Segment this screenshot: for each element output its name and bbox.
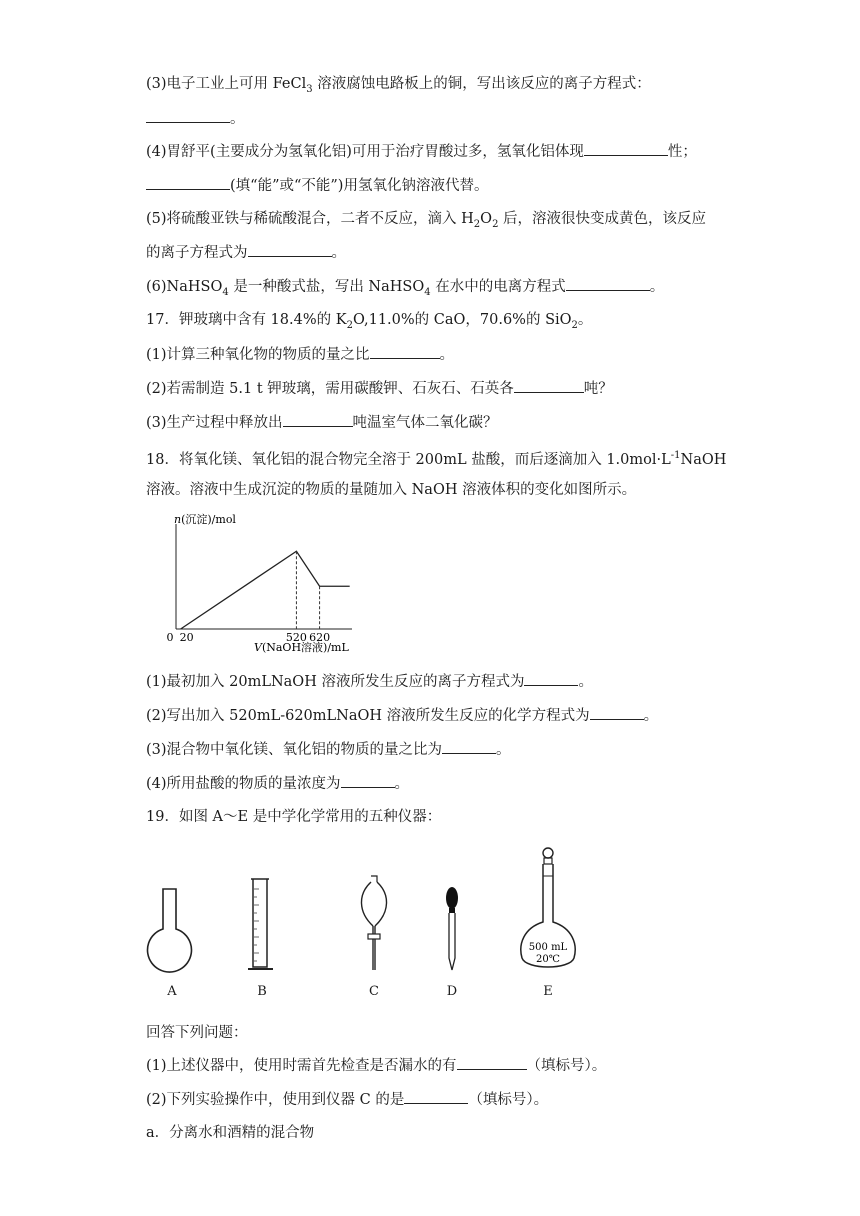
q16-part5 (146, 209, 706, 235)
answer-blank[interactable] (514, 378, 584, 393)
q16-p6-text: (6)NaHSO (146, 279, 223, 295)
q18-part3 (146, 739, 511, 760)
q18-p4-end: 。 (394, 776, 410, 792)
label-b: B (257, 984, 267, 999)
q16-p5-sub2: 2 (492, 218, 499, 230)
q18-part1 (146, 671, 593, 692)
q17-part3 (146, 412, 498, 433)
q16-p4-mid: 性； (667, 144, 697, 160)
answer-blank[interactable] (457, 1055, 527, 1070)
label-c: C (369, 984, 379, 999)
label-a: A (167, 984, 177, 999)
q17-stem-sub1: 2 (346, 319, 353, 331)
answer-blank[interactable] (146, 175, 230, 190)
answer-blank[interactable] (524, 671, 578, 686)
precipitate-curve (181, 551, 350, 629)
answer-blank[interactable] (584, 141, 668, 156)
q16-p5-end: 。 (331, 245, 346, 261)
q18-stem-line2 (146, 480, 636, 500)
q16-p5-line2: 的离子方程式为 (146, 245, 248, 261)
q18-p1-end: 。 (578, 674, 593, 690)
q19-stem (146, 807, 441, 827)
q16-p3-text: (3)电子工业上可用 FeCl (146, 76, 307, 92)
q18-p4-text: (4)所用盐酸的物质的量浓度为 (146, 776, 341, 792)
q17-p3-end: 吨温室气体二氧化碳？ (352, 415, 498, 431)
q16-p3-end: 。 (230, 111, 245, 127)
chart-tick-20: 20 (179, 631, 194, 644)
volumetric-flask-icon (516, 844, 580, 978)
q19-option-a (146, 1123, 314, 1143)
dropper-icon (440, 884, 464, 974)
answer-blank[interactable] (283, 412, 353, 427)
q19-p1-text: (1)上述仪器中，使用时需首先检查是否漏水的有 (146, 1058, 457, 1074)
q17-p1-text: (1)计算三种氧化物的物质的量之比 (146, 347, 370, 363)
q19-stem-text: 19．如图 A～E 是中学化学常用的五种仪器： (146, 809, 442, 825)
q16-p5-text: (5)将硫酸亚铁与稀硫酸混合，二者不反应，滴入 H (146, 211, 474, 227)
separatory-funnel-icon (354, 874, 394, 976)
q16-part4 (146, 141, 697, 162)
q19-p1-end: （填标号）。 (526, 1058, 607, 1074)
flask-temperature-label: 20℃ (536, 954, 560, 965)
q17-part2 (146, 378, 613, 399)
label-e: E (543, 984, 553, 999)
q19-option-a-text: a．分离水和酒精的混合物 (146, 1125, 315, 1141)
q18-p1-text: (1)最初加入 20mLNaOH 溶液所发生反应的离子方程式为 (146, 674, 525, 690)
q17-p3-text: (3)生产过程中释放出 (146, 415, 283, 431)
q17-stem-sub2: 2 (571, 319, 578, 331)
answer-blank[interactable] (404, 1089, 468, 1104)
chart-xlabel: V(NaOH溶液)/mL (254, 641, 349, 654)
answer-blank[interactable] (146, 108, 230, 123)
answer-blank[interactable] (442, 739, 496, 754)
q17-stem-mid: O,11.0%的 CaO，70.6%的 SiO (352, 312, 572, 328)
q18-part2 (146, 705, 658, 726)
graduated-cylinder-icon (246, 875, 276, 975)
q18-stem-line2-text: 溶液。溶液中生成沉淀的物质的量随加入 NaOH 溶液体积的变化如图所示。 (146, 482, 637, 498)
q18-p3-text: (3)混合物中氧化镁、氧化铝的物质的量之比为 (146, 742, 443, 758)
q16-p6-text3: 在水中的电离方程式 (430, 279, 566, 295)
answer-blank[interactable] (370, 344, 440, 359)
q16-part5-line2 (146, 242, 346, 263)
chart-tick-520: 520 (285, 631, 307, 644)
q17-p2-end: 吨？ (583, 381, 613, 397)
answer-blank[interactable] (590, 705, 644, 720)
q18-stem-end: NaOH (680, 451, 727, 468)
round-bottom-flask-icon (142, 885, 198, 975)
q17-stem-end: 。 (577, 312, 593, 328)
q19-part2 (146, 1089, 548, 1110)
chart-tick-0: 0 (166, 631, 174, 644)
answer-blank[interactable] (248, 242, 332, 257)
q18-p2-text: (2)写出加入 520mL-620mLNaOH 溶液所发生反应的化学方程式为 (146, 708, 590, 724)
label-d: D (446, 984, 458, 999)
q17-p2-text: (2)若需制造 5.1 t 钾玻璃，需用碳酸钾、石灰石、石英各 (146, 381, 514, 397)
q18-p2-end: 。 (643, 708, 659, 724)
q17-p1-end: 。 (439, 347, 455, 363)
q16-p6-sub: 4 (222, 286, 229, 298)
q17-stem-text: 17．钾玻璃中含有 18.4%的 K (146, 312, 347, 328)
q16-p5-o: O (480, 211, 493, 227)
q16-part3 (146, 74, 651, 100)
q16-p4-text: (4)胃舒平(主要成分为氢氧化铝)可用于治疗胃酸过多，氢氧化铝体现 (146, 144, 584, 160)
q18-stem (146, 446, 726, 470)
q16-part4-line2 (146, 175, 488, 196)
q16-p6-end: 。 (649, 279, 665, 295)
q18-p3-end: 。 (496, 742, 511, 758)
chart-tick-620: 620 (309, 631, 331, 644)
q18-stem-sup: -1 (670, 450, 681, 461)
q16-p6-text2: 是一种酸式盐，写出 NaHSO (228, 279, 425, 295)
q16-part6 (146, 276, 664, 303)
q19-lead (146, 1023, 248, 1043)
q17-stem (146, 310, 592, 336)
q19-part1 (146, 1055, 606, 1076)
precipitate-chart (160, 508, 360, 656)
q16-p4-line2: (填“能”或“不能”)用氢氧化钠溶液代替。 (230, 178, 489, 194)
q19-lead-text: 回答下列问题： (146, 1025, 248, 1041)
q16-p6-sub2: 4 (424, 286, 431, 298)
answer-blank[interactable] (341, 773, 395, 788)
q16-p5-sub1: 2 (473, 218, 481, 230)
q19-p2-end: （填标号）。 (468, 1092, 549, 1108)
q18-stem-text: 18．将氧化镁、氧化铝的混合物完全溶于 200mL 盐酸，而后逐滴加入 1.0mol·L (146, 451, 671, 468)
q16-p3-text2: 溶液腐蚀电路板上的铜，写出该反应的离子方程式： (312, 76, 651, 92)
q19-p2-text: (2)下列实验操作中，使用到仪器 C 的是 (146, 1092, 405, 1108)
q16-p5-text2: 后，溶液很快变成黄色，该反应 (498, 211, 707, 227)
q17-part1 (146, 344, 454, 365)
q18-part4 (146, 773, 409, 794)
q16-part3-answer (146, 108, 245, 129)
answer-blank[interactable] (566, 276, 650, 291)
q16-p3-sub: 3 (306, 83, 313, 95)
chart-ylabel: n(沉淀)/mol (174, 513, 236, 526)
flask-volume-label: 500 mL (528, 942, 568, 953)
